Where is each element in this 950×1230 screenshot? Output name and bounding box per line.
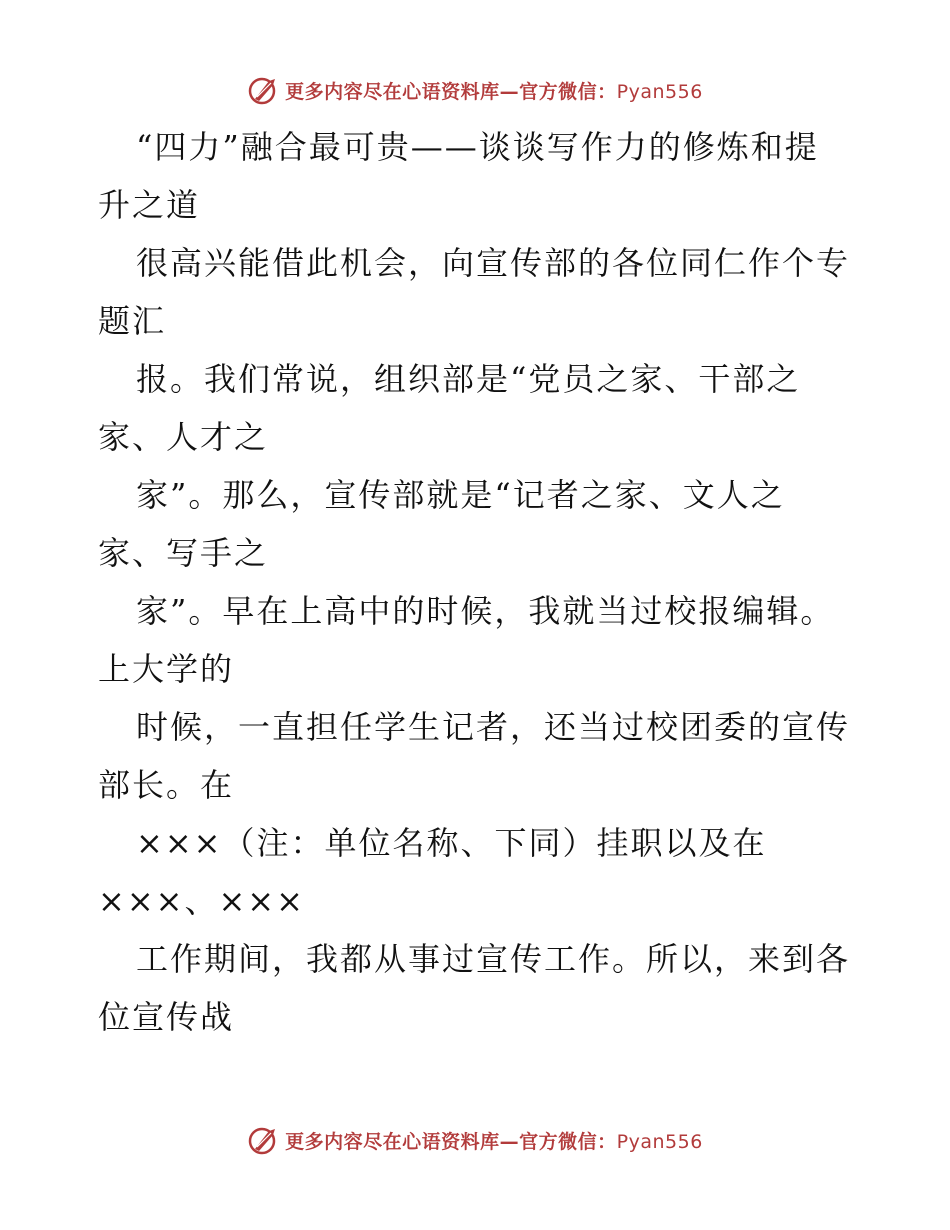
text-line: “四力”融合最可贵——谈谈写作力的修炼和提: [136, 128, 819, 166]
text-line: 报。我们常说，组织部是“党员之家、干部之: [136, 360, 801, 398]
text-line: 家、人才之: [98, 418, 269, 456]
text-line: 家”。早在上高中的时候，我就当过校报编辑。: [136, 592, 835, 630]
text-line: 家”。那么，宣传部就是“记者之家、文人之: [136, 476, 785, 514]
footer-watermark: [0, 1122, 950, 1158]
quill-logo-icon: [247, 73, 281, 107]
document-body: [98, 118, 858, 1046]
text-line: ×××、×××: [98, 882, 305, 920]
text-line: 上大学的: [98, 650, 235, 688]
text-line: ×××（注：单位名称、下同）挂职以及在: [136, 824, 767, 862]
text-line: 位宣传战: [98, 998, 235, 1036]
watermark-text: 更多内容尽在心语资料库—官方微信：Pyan556: [285, 80, 703, 103]
text-line: 家、写手之: [98, 534, 269, 572]
text-line: 部长。在: [98, 766, 235, 804]
quill-logo-icon: [247, 1123, 281, 1157]
text-line: 很高兴能借此机会，向宣传部的各位同仁作个专: [136, 244, 851, 282]
text-line: 题汇: [98, 302, 167, 340]
watermark-text: 更多内容尽在心语资料库—官方微信：Pyan556: [285, 1130, 703, 1153]
text-line: 工作期间，我都从事过宣传工作。所以，来到各: [136, 940, 851, 978]
text-line: 升之道: [98, 186, 201, 224]
header-watermark: [0, 72, 950, 108]
text-line: 时候，一直担任学生记者，还当过校团委的宣传: [136, 708, 851, 746]
